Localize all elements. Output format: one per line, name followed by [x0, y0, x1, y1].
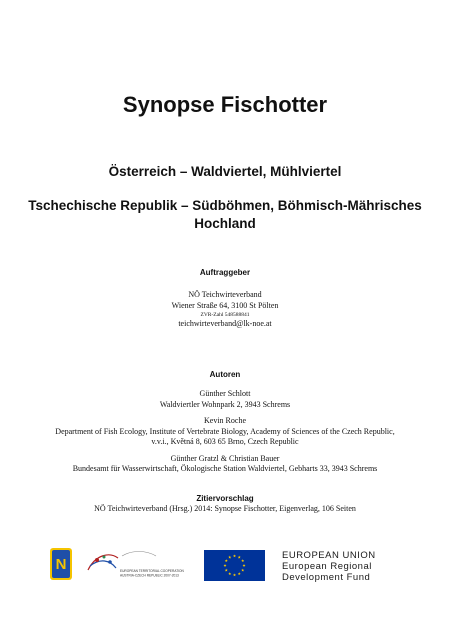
- citation-heading: Zitiervorschlag: [196, 494, 254, 503]
- interreg-logo-icon: [82, 548, 184, 580]
- client-zvr: ZVR-Zahl 548588841: [200, 312, 250, 318]
- subtitle-austria: Österreich – Waldviertel, Mühlviertel: [108, 164, 342, 179]
- eu-fund-label: [282, 550, 412, 583]
- interreg-line-1: EUROPEAN TERRITORIAL COOPERATION: [120, 569, 184, 573]
- authors-heading: Autoren: [209, 370, 241, 379]
- author-entry: [0, 454, 450, 475]
- author-entry: [0, 389, 450, 410]
- noe-logo-icon: [50, 548, 72, 580]
- client-address: Wiener Straße 64, 3100 St Pölten: [171, 300, 279, 310]
- client-block: [0, 290, 450, 330]
- logo-row: [50, 548, 410, 588]
- subtitle-czech: Tschechische Republik – Südböhmen, Böhmisch-Mährisches Hochland: [28, 198, 422, 231]
- author-name: Günther Schlott: [199, 389, 251, 398]
- client-name: NÖ Teichwirteverband: [188, 290, 262, 299]
- noe-logo-letter: N: [55, 556, 67, 573]
- authors-list: [0, 389, 450, 481]
- document-title: Synopse Fischotter: [122, 92, 328, 117]
- eu-text-line-1: EUROPEAN UNION: [282, 550, 376, 561]
- eu-text-line-3: Development Fund: [282, 572, 371, 583]
- author-affiliation: Bundesamt für Wasserwirtschaft, Ökologische Station Waldviertel, Gebharts 33, 3943 Schrems: [72, 464, 378, 473]
- eu-flag-icon: [204, 550, 265, 581]
- citation-text: NÖ Teichwirteverband (Hrsg.) 2014: Synopse Fischotter, Eigenverlag, 106 Seiten: [94, 504, 356, 513]
- interreg-line-2: AUSTRIA-CZECH REPUBLIC 2007-2013: [120, 573, 179, 578]
- eu-text-line-2: European Regional: [282, 561, 372, 572]
- author-entry: [0, 416, 450, 448]
- client-email: teichwirteverband@lk-noe.at: [178, 319, 272, 328]
- author-name: Kevin Roche: [204, 416, 246, 425]
- author-affiliation: Department of Fish Ecology, Institute of Vertebrate Biology, Academy of Sciences of the Czech Republic, v.v.i., Květná 8, 603 65 Brno, Czech Republic: [55, 426, 395, 446]
- client-heading: Auftraggeber: [199, 268, 251, 277]
- author-name: Günther Gratzl & Christian Bauer: [170, 453, 280, 463]
- author-affiliation: Waldviertler Wohnpark 2, 3943 Schrems: [159, 399, 291, 409]
